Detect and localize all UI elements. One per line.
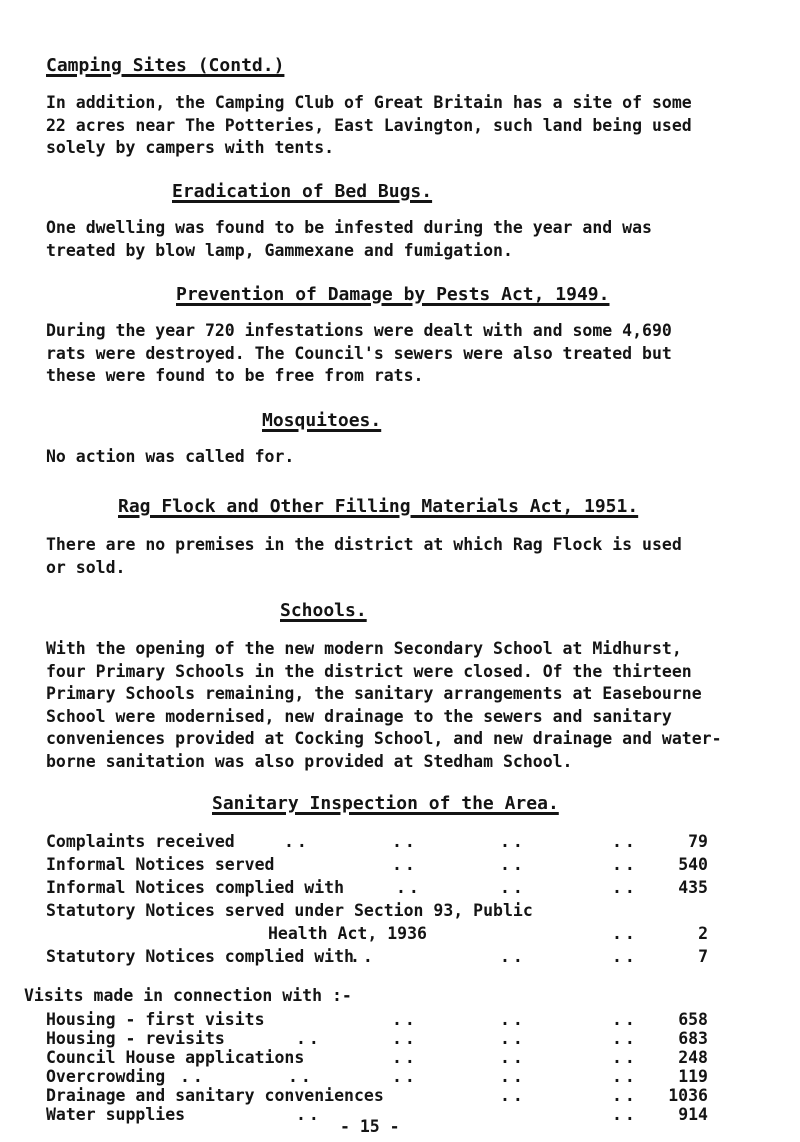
row-label: Council House applications [46,1048,305,1067]
page-header: Camping Sites (Contd.) [46,55,285,76]
text-line: With the opening of the new modern Secondary School at Midhurst, [46,639,682,658]
row-value: 2 [698,924,708,943]
ragflock-heading: Rag Flock and Other Filling Materials Act, 1951. [118,496,639,517]
row-label: Statutory Notices complied with [46,947,354,966]
table-row: Health Act, 1936 .. 2 [268,924,708,943]
schools-paragraph [46,638,722,773]
page-number: - 15 - [340,1117,400,1136]
bedbugs-paragraph [46,217,652,262]
row-label: Complaints received [46,832,235,851]
text-line: solely by campers with tents. [46,138,335,157]
table-row: Council House applications .. .. .. 248 [46,1048,708,1067]
row-value: 79 [688,832,708,851]
mosquitoes-heading: Mosquitoes. [262,410,382,431]
inspection-heading: Sanitary Inspection of the Area. [212,793,559,814]
ragflock-paragraph [46,534,682,579]
table-row: Overcrowding .. .. .. .. .. 119 [46,1067,708,1086]
row-label: Overcrowding [46,1067,166,1086]
visits-intro: Visits made in connection with :- [24,986,352,1005]
camping-paragraph [46,92,692,160]
pests-heading: Prevention of Damage by Pests Act, 1949. [176,284,610,305]
schools-heading: Schools. [280,600,367,621]
pests-paragraph [46,320,672,388]
row-label: Informal Notices served [46,855,275,874]
row-label: Water supplies [46,1105,186,1124]
row-value: 435 [678,878,708,897]
text-line: Primary Schools remaining, the sanitary arrangements at Easebourne [46,684,702,703]
text-line: In addition, the Camping Club of Great Britain has a site of some [46,93,692,112]
text-line: or sold. [46,557,126,577]
row-value: 683 [678,1029,708,1048]
text-line: During the year 720 infestations were dealt with and some 4,690 [46,321,672,340]
text-line: four Primary Schools in the district were closed. Of the thirteen [46,661,692,681]
text-line: There are no premises in the district at which Rag Flock is used [46,535,682,554]
row-label: Housing - revisits [46,1029,225,1048]
text-line: School were modernised, new drainage to the sewers and sanitary [46,706,672,726]
row-label: Housing - first visits [46,1010,265,1029]
row-value: 540 [678,855,708,874]
bedbugs-heading: Eradication of Bed Bugs. [172,181,433,202]
table-row: Complaints received .. .. .. .. 79 [46,832,708,851]
mosquitoes-paragraph: No action was called for. [46,447,295,466]
row-label: Statutory Notices served under Section 93, Public [46,901,533,920]
text-line: rats were destroyed. The Council's sewers were also treated but [46,343,672,363]
table-row: Informal Notices served .. .. .. 540 [46,855,708,874]
text-line: borne sanitation was also provided at Stedham School. [46,751,573,771]
table-row: Statutory Notices complied with .. .. .. 7 [46,947,708,966]
text-line: 22 acres near The Potteries, East Lavington, such land being used [46,115,692,135]
table-row: Informal Notices complied with .. .. .. 435 [46,878,708,897]
table-row: Housing - first visits .. .. .. 658 [46,1010,708,1029]
row-label: Informal Notices complied with [46,878,345,897]
row-value: 7 [698,947,708,966]
text-line: treated by blow lamp, Gammexane and fumigation. [46,240,513,260]
row-value: 1036 [668,1086,708,1105]
table-row: Water supplies .. .. 914 [46,1105,708,1124]
table-row: Housing - revisits .. .. .. .. 683 [46,1029,708,1048]
row-value: 119 [678,1067,708,1086]
row-value: 248 [678,1048,708,1067]
table-row [0,901,800,923]
row-value: 658 [678,1010,708,1029]
row-label: Drainage and sanitary conveniences [46,1086,384,1105]
row-value: 914 [678,1105,708,1124]
text-line: these were found to be free from rats. [46,366,424,385]
text-line: One dwelling was found to be infested during the year and was [46,218,652,237]
text-line: conveniences provided at Cocking School, and new drainage and water- [46,729,722,748]
table-row: Drainage and sanitary conveniences .. .. 1036 [46,1086,708,1105]
row-label-continued: Health Act, 1936 [268,924,427,943]
